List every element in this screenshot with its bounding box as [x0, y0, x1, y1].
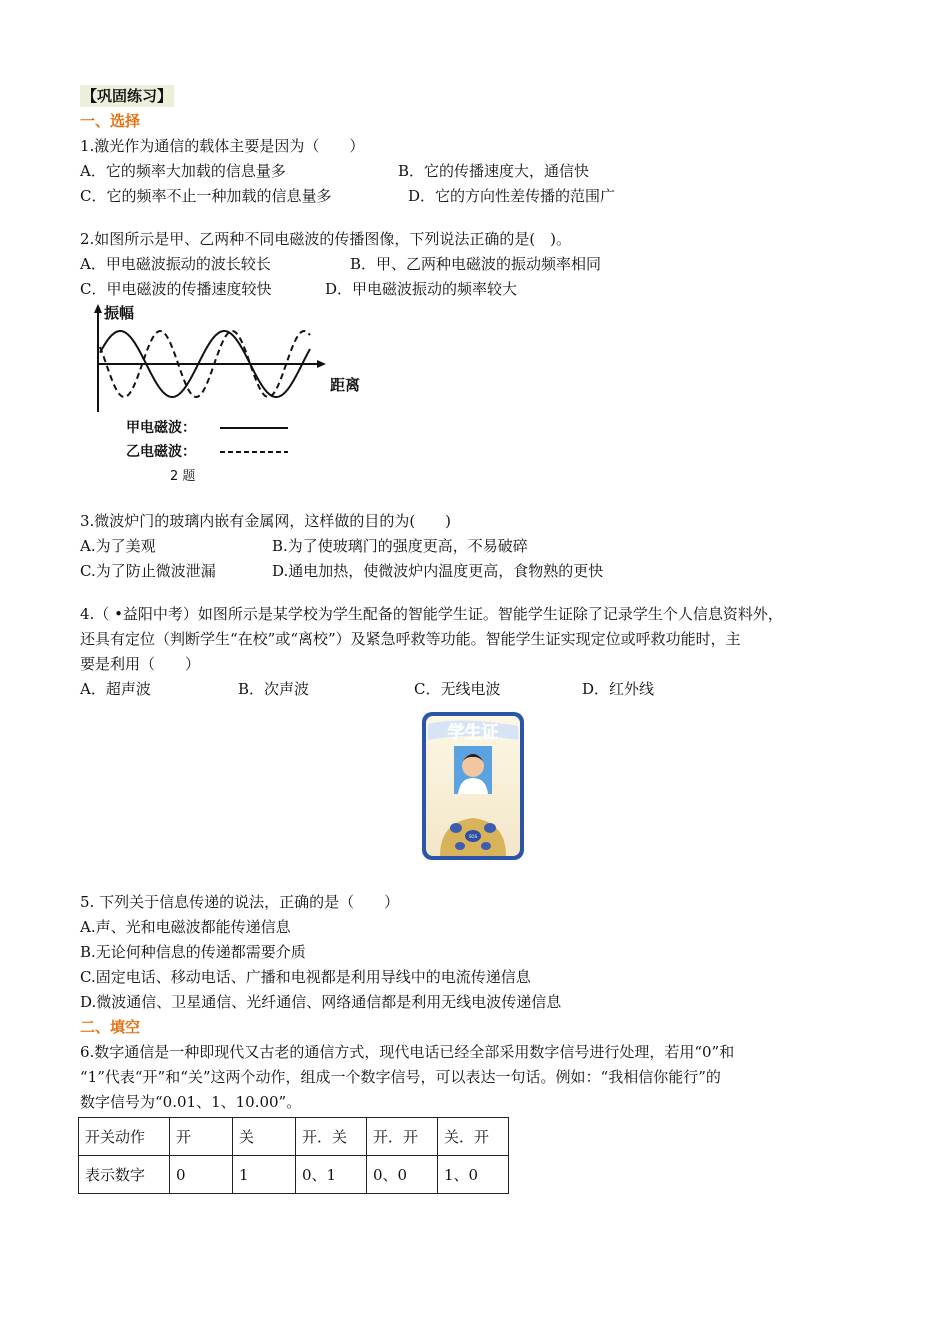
- table-cell: 开．关: [296, 1118, 367, 1156]
- table-row: [79, 1156, 509, 1194]
- q1-option-c: C．它的频率不止一种加载的信息量多: [80, 187, 332, 205]
- figure-caption: 2 题: [170, 469, 196, 484]
- q3-option-a: A.为了美观: [80, 537, 156, 555]
- x-axis-label: 距离: [330, 376, 361, 394]
- section-tag: 【巩固练习】: [82, 87, 173, 105]
- q1-option-b: B．它的传播速度大，通信快: [398, 162, 590, 180]
- student-card-figure: [80, 710, 880, 870]
- q5-option-c: C.固定电话、移动电话、广播和电视都是利用导线中的电流传递信息: [80, 968, 531, 986]
- q2-options-row1: [80, 252, 880, 277]
- q4-stem-line2: 还具有定位（判断学生“在校”或“离校”）及紧急呼救等功能。智能学生证实现定位或呼救功能时，主: [80, 630, 741, 648]
- q1-stem: 1.激光作为通信的载体主要是因为（ ）: [80, 137, 365, 155]
- part1-heading: 一、选择: [80, 112, 141, 130]
- q1-option-d: D．它的方向性差传播的范围广: [408, 187, 616, 205]
- q2-options-row2: [80, 277, 880, 302]
- sos-button-label: SOS: [468, 834, 478, 839]
- q3-options-row1: [80, 534, 880, 559]
- q3-option-b: B.为了使玻璃门的强度更高，不易破碎: [272, 537, 528, 555]
- q5-option-a: A.声、光和电磁波都能传递信息: [80, 918, 291, 936]
- student-card-image: [420, 710, 526, 862]
- table-header-cell: 表示数字: [79, 1156, 170, 1194]
- card-button-bottom-right-icon: [481, 842, 491, 850]
- q5-option-b: B.无论何种信息的传递都需要介质: [80, 943, 306, 961]
- x-axis-arrow: [317, 360, 326, 368]
- part2-heading: 二、填空: [80, 1018, 141, 1036]
- q4-option-a: A．超声波: [80, 680, 151, 698]
- y-axis-label: 振幅: [104, 304, 135, 322]
- q2-option-a: A．甲电磁波振动的波长较长: [80, 255, 271, 273]
- q6-stem-line3: 数字信号为“0.01、1、10.00”。: [80, 1093, 302, 1111]
- q4-stem-line1: 4.（ •益阳中考）如图所示是某学校为学生配备的智能学生证。智能学生证除了记录学生个人信息资料外，: [80, 605, 783, 623]
- q6-stem-line2: “1”代表“开”和“关”这两个动作，组成一个数字信号，可以表达一句话。例如：“我相信你能行”的: [80, 1068, 721, 1086]
- card-button-left-icon: [450, 823, 462, 833]
- table-cell: 开: [170, 1118, 233, 1156]
- card-title: 学生证: [447, 723, 499, 743]
- q3-option-c: C.为了防止微波泄漏: [80, 562, 216, 580]
- q2-stem: 2.如图所示是甲、乙两种不同电磁波的传播图像，下列说法正确的是( )。: [80, 230, 572, 248]
- q2-option-b: B．甲、乙两种电磁波的振动频率相同: [350, 255, 602, 273]
- q4-option-b: B．次声波: [238, 680, 310, 698]
- table-cell: 0、1: [296, 1156, 367, 1194]
- wave-figure: [88, 304, 368, 489]
- table-cell: 开．开: [367, 1118, 438, 1156]
- card-button-right-icon: [484, 823, 496, 833]
- q4-stem-line3: 要是利用（ ）: [80, 655, 201, 673]
- q1-option-a: A．它的频率大加载的信息量多: [80, 162, 286, 180]
- y-axis-arrow: [94, 304, 102, 313]
- q1-options-row1: [80, 159, 880, 184]
- q6-stem-line1: 6.数字通信是一种即现代又古老的通信方式，现代电话已经全部采用数字信号进行处理，若用“0”和: [80, 1043, 735, 1061]
- table-cell: 关: [233, 1118, 296, 1156]
- card-button-bottom-left-icon: [455, 842, 465, 850]
- worksheet-page: [80, 84, 880, 1194]
- q5-option-d: D.微波通信、卫星通信、光纤通信、网络通信都是利用无线电波传递信息: [80, 993, 562, 1011]
- q5-stem: 5. 下列关于信息传递的说法，正确的是（ ）: [80, 893, 400, 911]
- table-header-cell: 开关动作: [79, 1118, 170, 1156]
- table-row: [79, 1118, 509, 1156]
- q4-option-d: D．红外线: [582, 680, 655, 698]
- q2-option-c: C．甲电磁波的传播速度较快: [80, 280, 272, 298]
- table-cell: 0: [170, 1156, 233, 1194]
- table-cell: 1、0: [438, 1156, 509, 1194]
- q4-option-c: C．无线电波: [414, 680, 501, 698]
- legend-b-label: 乙电磁波：: [126, 444, 196, 460]
- q3-option-d: D.通电加热，使微波炉内温度更高，食物熟的更快: [272, 562, 604, 580]
- signal-table: [78, 1117, 509, 1194]
- q3-stem: 3.微波炉门的玻璃内嵌有金属网，这样做的目的为( ): [80, 512, 452, 530]
- q2-option-d: D．甲电磁波振动的频率较大: [325, 280, 518, 298]
- q4-options-row: [80, 677, 880, 702]
- q1-options-row2: [80, 184, 880, 209]
- legend-a-label: 甲电磁波：: [126, 420, 196, 436]
- q3-options-row2: [80, 559, 880, 584]
- table-cell: 0、0: [367, 1156, 438, 1194]
- table-cell: 关．开: [438, 1118, 509, 1156]
- table-cell: 1: [233, 1156, 296, 1194]
